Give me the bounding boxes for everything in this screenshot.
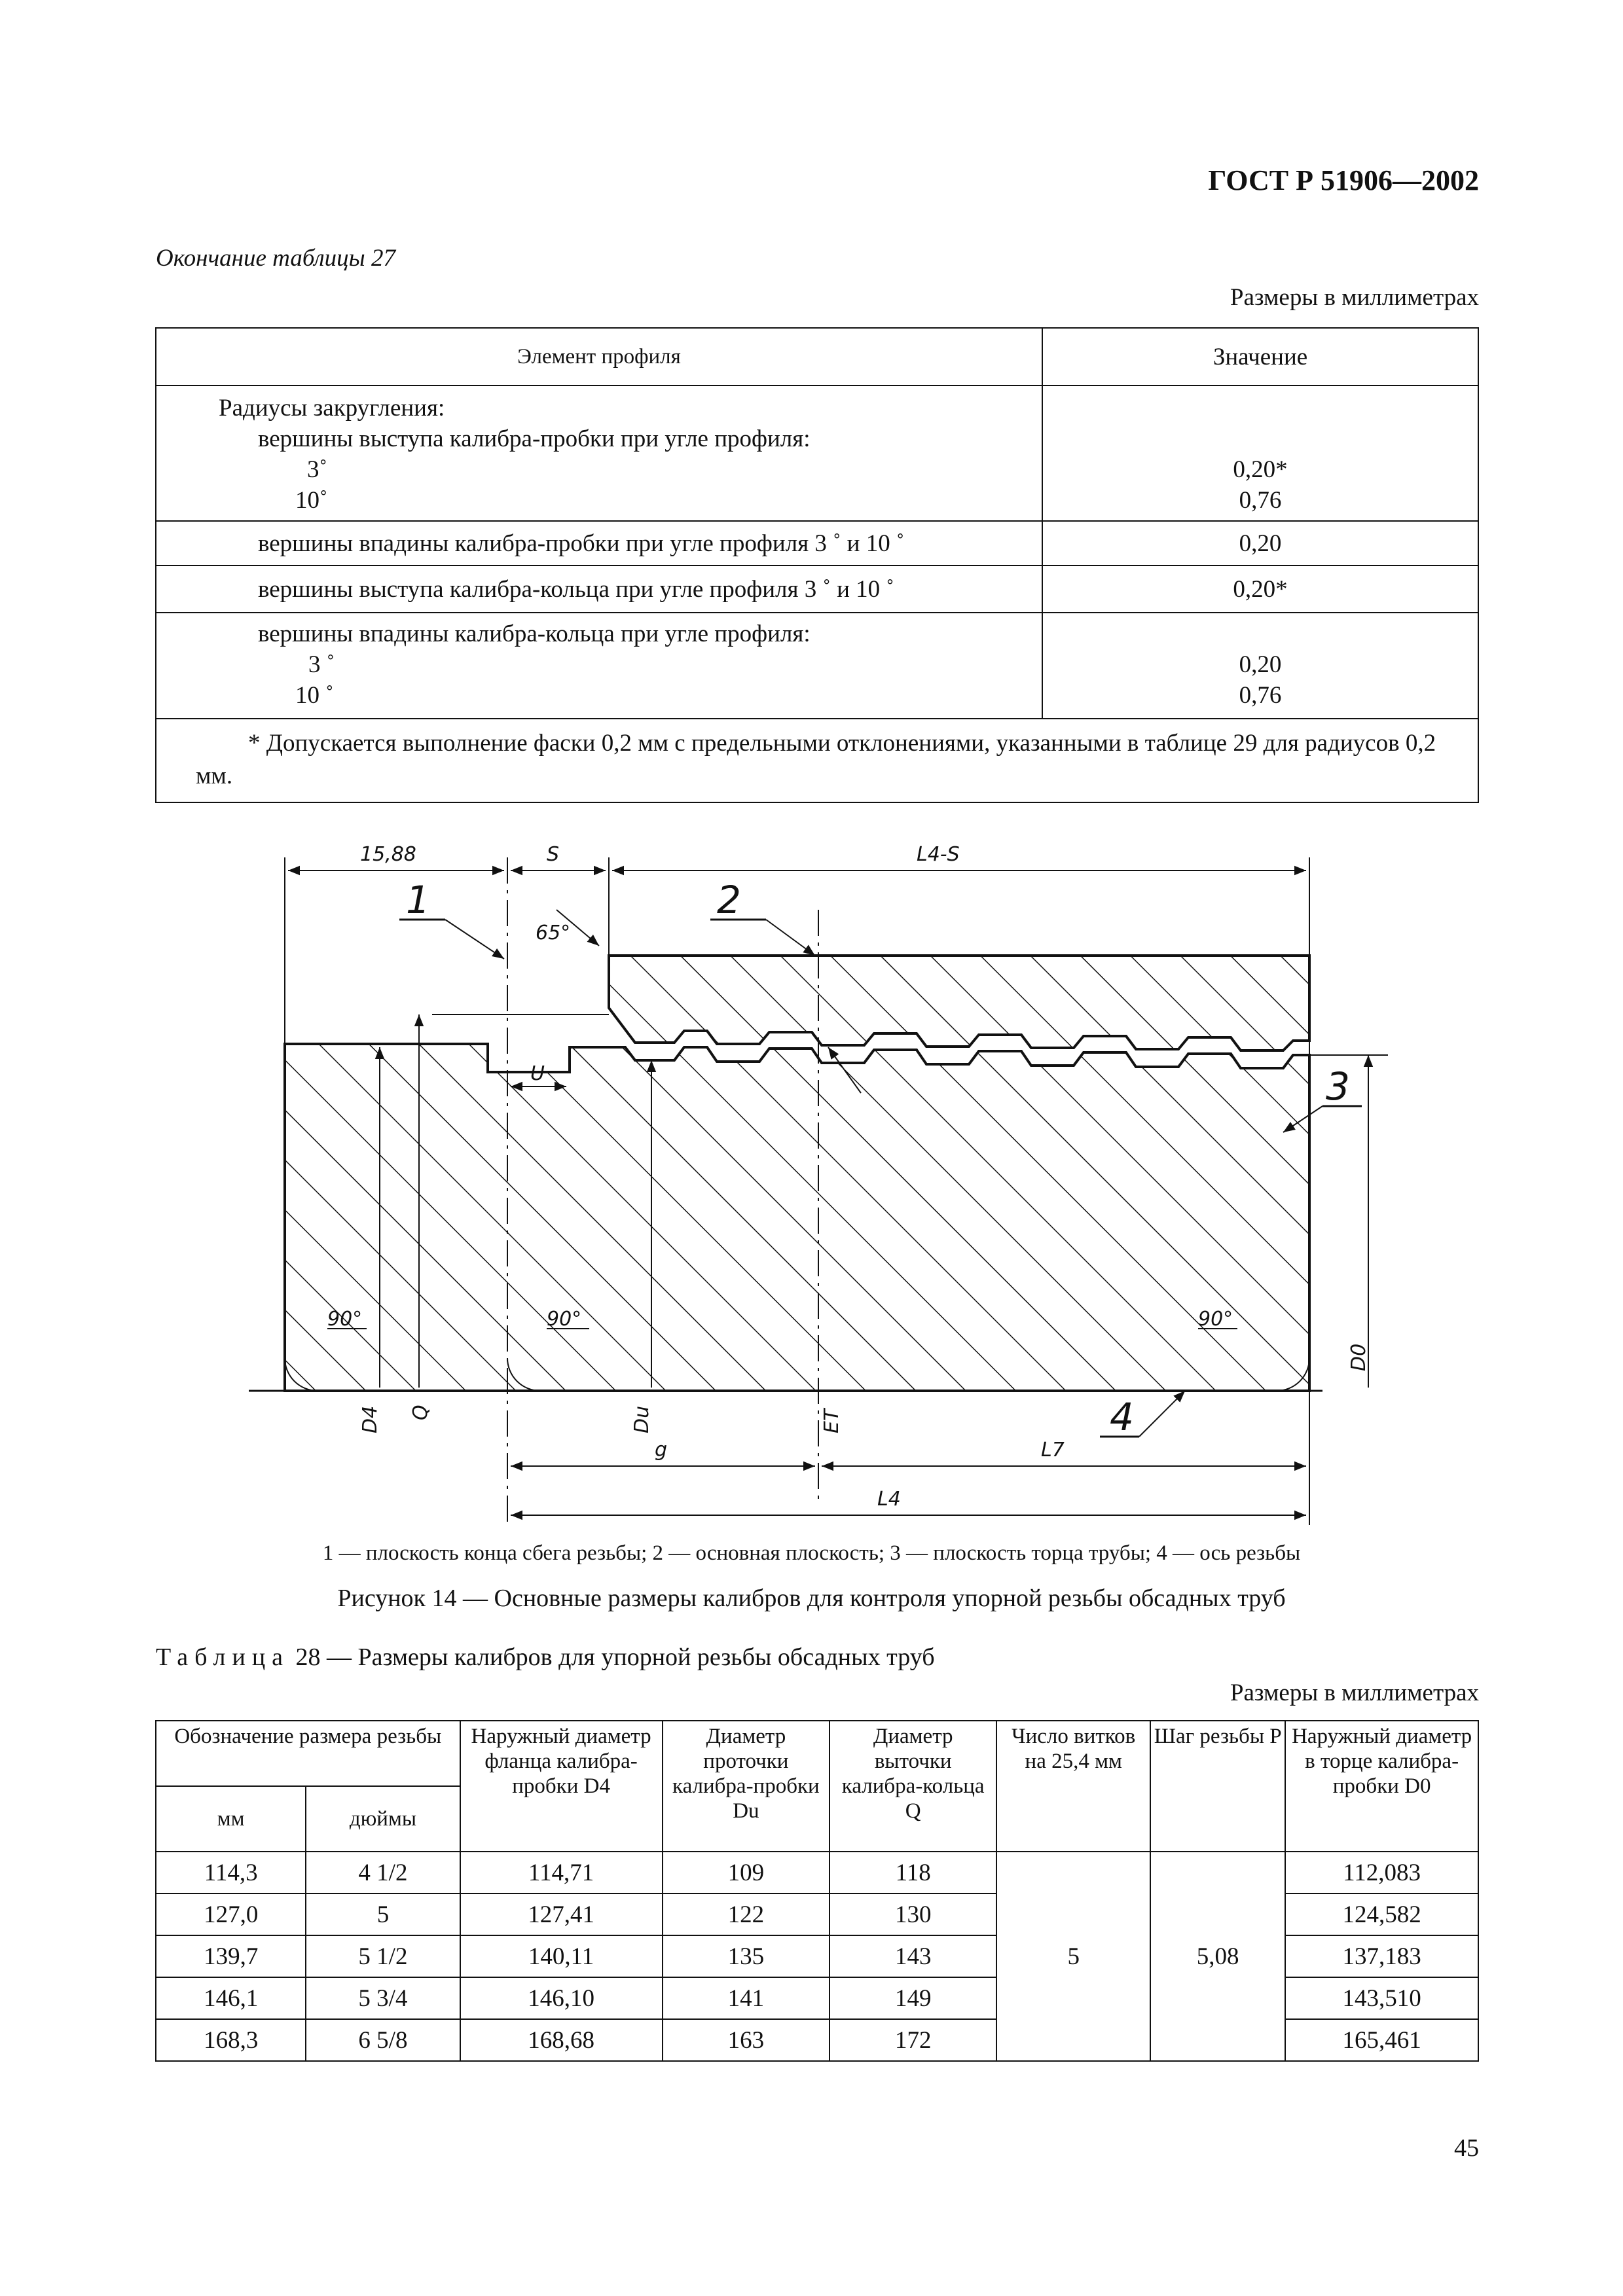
header-d0: Наружный диаметр в торце калибра-пробки D0 xyxy=(1285,1721,1478,1852)
dim-l4-s: L4-S xyxy=(917,843,960,866)
col-header-value: Значение xyxy=(1042,328,1478,386)
cell-turns: 5 xyxy=(996,1852,1150,2061)
label-d4: D4 xyxy=(359,1405,382,1433)
cell-d0: 124,582 xyxy=(1285,1893,1478,1935)
table-27 xyxy=(155,327,1479,803)
angle-90-mid: 90° xyxy=(547,1308,582,1331)
dim-s: S xyxy=(547,843,560,866)
cell-mm: 139,7 xyxy=(156,1935,306,1977)
col-header-element: Элемент профиля xyxy=(156,328,1042,386)
cell-q: 143 xyxy=(830,1935,996,1977)
header-pitch: Шаг резьбы P xyxy=(1150,1721,1285,1852)
document-code: ГОСТ Р 51906—2002 xyxy=(1208,164,1479,196)
cell-d0: 165,461 xyxy=(1285,2019,1478,2061)
cell-q: 118 xyxy=(830,1852,996,1893)
callout-1: 1 xyxy=(406,878,430,922)
row-label: Радиусы закругления: xyxy=(219,395,445,422)
cell-inch: 5 1/2 xyxy=(306,1935,460,1977)
cell-d4: 168,68 xyxy=(460,2019,663,2061)
cell-mm: 127,0 xyxy=(156,1893,306,1935)
value-cell: 0,20* xyxy=(1233,456,1288,483)
table-word: Таблица xyxy=(156,1643,290,1671)
angle-90-right: 90° xyxy=(1198,1308,1233,1331)
value-cell: 0,20 xyxy=(1239,651,1282,678)
value-cell: 0,76 xyxy=(1239,487,1282,514)
dim-15-88: 15,88 xyxy=(360,843,416,866)
dim-l4: L4 xyxy=(877,1488,901,1511)
angle-90-left: 90° xyxy=(327,1308,363,1331)
cell-inch: 5 xyxy=(306,1893,460,1935)
value-cell: 0,76 xyxy=(1239,682,1282,709)
dim-g: g xyxy=(655,1439,668,1462)
dim-u: U xyxy=(530,1062,545,1085)
cell-pitch: 5,08 xyxy=(1150,1852,1285,2061)
cell-du: 141 xyxy=(663,1977,830,2019)
callout-4: 4 xyxy=(1110,1395,1134,1439)
label-et: ET xyxy=(820,1408,843,1433)
units-note-2: Размеры в миллиметрах xyxy=(1230,1679,1479,1706)
callout-2: 2 xyxy=(717,878,741,922)
cell-inch: 6 5/8 xyxy=(306,2019,460,2061)
label-du: Du xyxy=(630,1405,653,1433)
cell-du: 135 xyxy=(663,1935,830,1977)
angle-65: 65° xyxy=(536,922,571,944)
cell-inch: 4 1/2 xyxy=(306,1852,460,1893)
table-footnote: * Допускается выполнение фаски 0,2 мм с предельными отклонениями, указанными в таблице 29 для радиусов 0,2 мм. xyxy=(156,719,1478,802)
row-label: вершины выступа калибра-кольца при угле профиля 3 ˚ и 10 ˚ xyxy=(258,575,894,603)
label-q: Q xyxy=(409,1405,432,1420)
gauge-drawing xyxy=(249,825,1388,1538)
cell-d4: 114,71 xyxy=(460,1852,663,1893)
cell-q: 130 xyxy=(830,1893,996,1935)
units-note: Размеры в миллиметрах xyxy=(1230,284,1479,311)
row-label: 10˚ xyxy=(295,487,328,514)
header-size-designation: Обозначение размера резьбы xyxy=(156,1721,460,1786)
row-label: вершины впадины калибра-кольца при угле профиля: xyxy=(258,620,811,647)
table-28 xyxy=(155,1720,1479,2062)
header-turns: Число витков на 25,4 мм xyxy=(996,1721,1150,1852)
row-label: 3˚ xyxy=(307,456,327,483)
cell-q: 149 xyxy=(830,1977,996,2019)
cell-mm: 168,3 xyxy=(156,2019,306,2061)
row-label: 10 ˚ xyxy=(295,682,334,709)
page-number: 45 xyxy=(1454,2134,1479,2162)
cell-q: 172 xyxy=(830,2019,996,2061)
cell-d4: 140,11 xyxy=(460,1935,663,1977)
header-q: Диаметр выточки калибра-кольца Q xyxy=(830,1721,996,1852)
header-mm: мм xyxy=(156,1786,306,1852)
cell-d0: 112,083 xyxy=(1285,1852,1478,1893)
cell-d4: 127,41 xyxy=(460,1893,663,1935)
table-row xyxy=(156,1852,1478,1893)
value-cell: 0,20* xyxy=(1233,575,1288,603)
ring-gauge-body xyxy=(609,956,1309,1050)
row-label: вершины впадины калибра-пробки при угле профиля 3 ˚ и 10 ˚ xyxy=(258,529,905,557)
cell-mm: 146,1 xyxy=(156,1977,306,2019)
value-cell: 0,20 xyxy=(1239,529,1282,557)
table-28-caption xyxy=(156,1643,935,1672)
cell-d4: 146,10 xyxy=(460,1977,663,2019)
plug-gauge-body xyxy=(285,1044,1309,1391)
cell-du: 109 xyxy=(663,1852,830,1893)
cell-mm: 114,3 xyxy=(156,1852,306,1893)
row-label: вершины выступа калибра-пробки при угле профиля: xyxy=(258,425,811,452)
table-continuation-note: Окончание таблицы 27 xyxy=(156,245,395,272)
cell-d0: 137,183 xyxy=(1285,1935,1478,1977)
row-label: 3 ˚ xyxy=(308,651,335,678)
label-d0: D0 xyxy=(1347,1343,1370,1371)
header-d4: Наружный диаметр фланца калибра-пробки D4 xyxy=(460,1721,663,1852)
cell-d0: 143,510 xyxy=(1285,1977,1478,2019)
cell-du: 122 xyxy=(663,1893,830,1935)
table-title: 28 — Размеры калибров для упорной резьбы обсадных труб xyxy=(295,1643,935,1671)
cell-inch: 5 3/4 xyxy=(306,1977,460,2019)
dim-l7: L7 xyxy=(1041,1439,1065,1462)
header-inches: дюймы xyxy=(306,1786,460,1852)
figure-legend: 1 — плоскость конца сбега резьбы; 2 — основная плоскость; 3 — плоскость торца трубы; 4 — ось резьбы xyxy=(322,1541,1301,1565)
callout-3: 3 xyxy=(1326,1064,1350,1109)
header-du: Диаметр проточки калибра-пробки Du xyxy=(663,1721,830,1852)
figure-caption: Рисунок 14 — Основные размеры калибров для контроля упорной резьбы обсадных труб xyxy=(337,1585,1286,1612)
cell-du: 163 xyxy=(663,2019,830,2061)
